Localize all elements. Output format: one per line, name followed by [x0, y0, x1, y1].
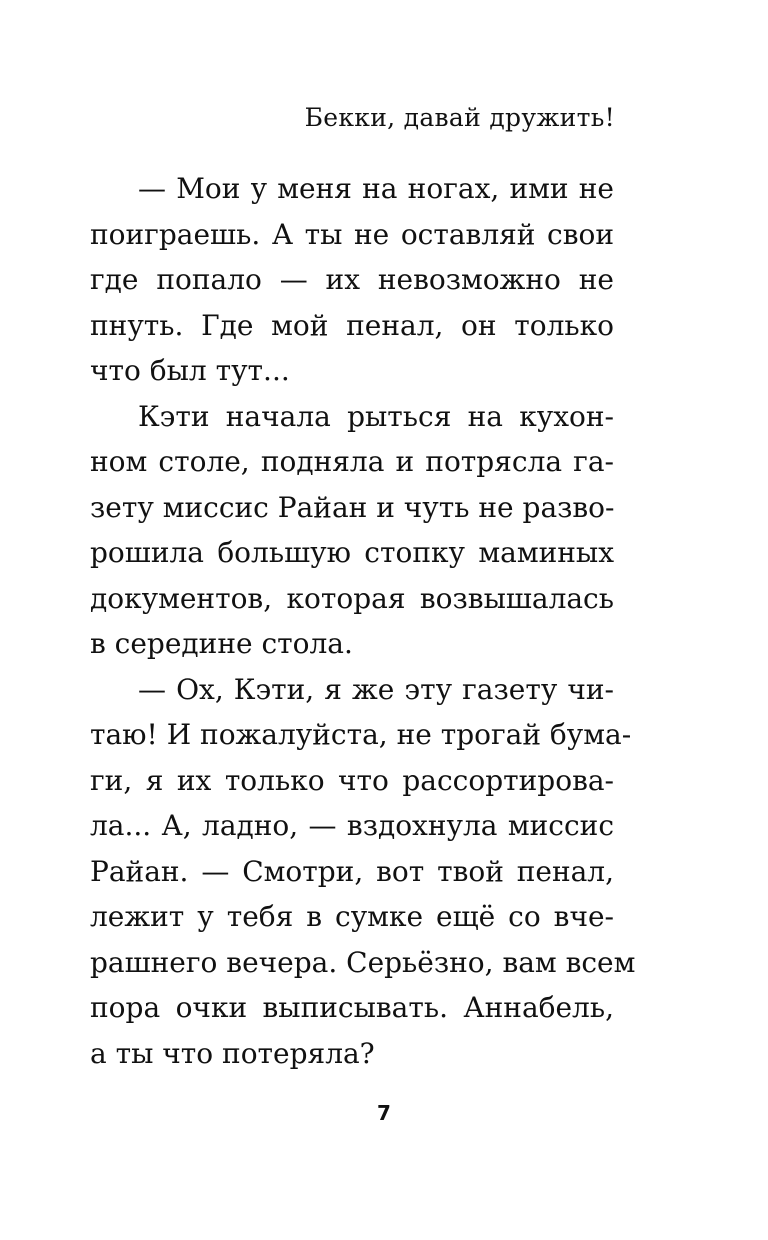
text-line: — Ох, Кэти, я же эту газету чи- [138, 672, 614, 706]
running-header: Бекки, давай дружить! [304, 103, 615, 132]
text-line: ги, я их только что рассортирова- [90, 763, 614, 797]
text-line: ла... А, ладно, — вздохнула миссис [90, 809, 614, 842]
body-text [90, 166, 636, 1076]
text-line: таю! И пожалуйста, не трогай бума- [90, 718, 632, 751]
text-line: Кэти начала рыться на кухон- [138, 399, 614, 433]
text-line: рашнего вечера. Серьёзно, вам всем [90, 945, 636, 979]
page-number: 7 [377, 1101, 391, 1125]
text-line: в середине стола. [90, 627, 353, 660]
text-line: — Мои у меня на ногах, ими не [138, 172, 614, 205]
text-line: поиграешь. А ты не оставляй свои [90, 217, 614, 251]
text-line: ном столе, подняла и потрясла га- [90, 445, 614, 478]
text-line: документов, которая возвышалась [90, 581, 614, 615]
text-line: Райан. — Смотри, вот твой пенал, [90, 854, 614, 888]
text-line: пора очки выписывать. Аннабель, [90, 991, 614, 1024]
text-line: где попало — их невозможно не [90, 263, 614, 296]
text-line: пнуть. Где мой пенал, он только [90, 308, 614, 342]
paragraph-2 [90, 394, 614, 667]
paragraph-1 [90, 166, 614, 394]
text-line: зету миссис Райан и чуть не разво- [90, 490, 615, 524]
text-line: рошила большую стопку маминых [90, 536, 614, 569]
text-line: лежит у тебя в сумке ещё со вче- [90, 900, 614, 933]
paragraph-3 [90, 667, 636, 1077]
text-line: а ты что потеряла? [90, 1036, 375, 1070]
text-line: что был тут... [90, 354, 290, 387]
